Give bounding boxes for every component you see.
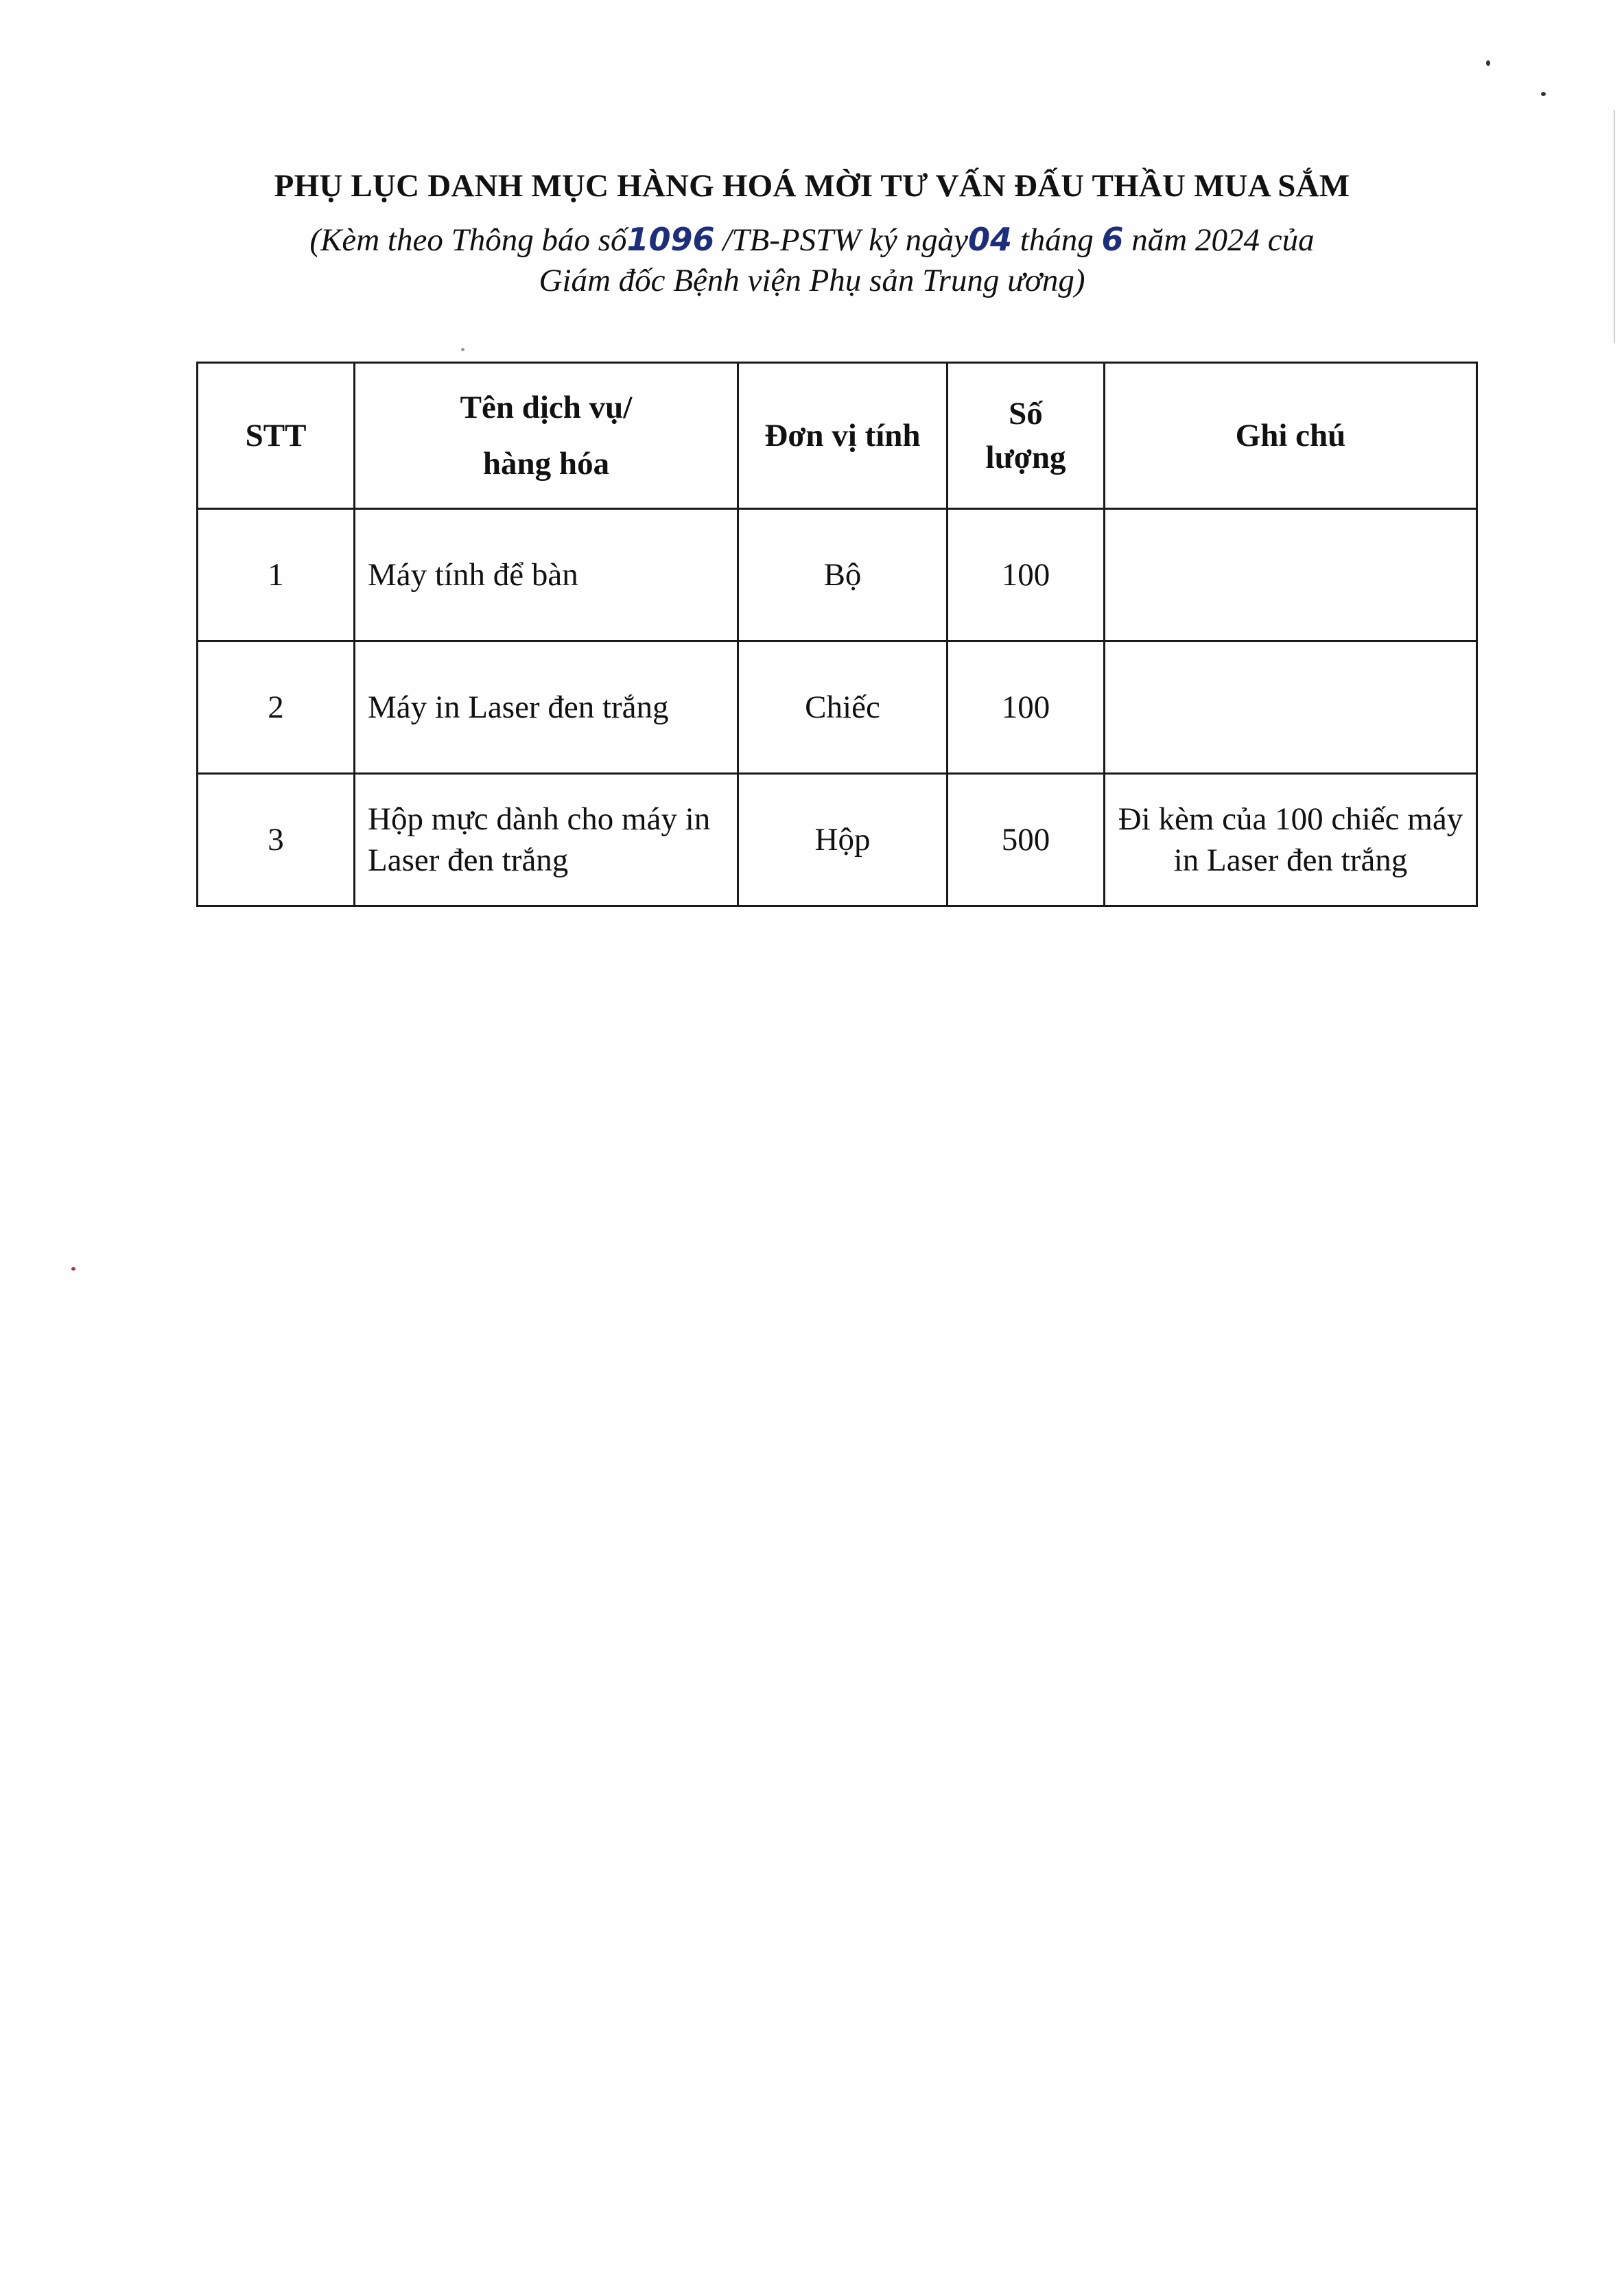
subtitle-doc-code: /TB-PSTW ký ngày bbox=[722, 222, 968, 258]
row-note: Đi kèm của 100 chiếc máy in Laser đen trắng bbox=[1105, 774, 1477, 906]
row-stt: 3 bbox=[198, 774, 355, 906]
row-quantity: 100 bbox=[948, 509, 1105, 641]
goods-table bbox=[196, 362, 1478, 907]
row-name: Hộp mực dành cho máy in Laser đen trắng bbox=[355, 774, 738, 906]
scan-speck bbox=[1541, 92, 1546, 96]
document-subtitle-line1 bbox=[0, 221, 1624, 259]
row-name: Máy tính để bàn bbox=[355, 509, 738, 641]
row-quantity: 500 bbox=[948, 774, 1105, 906]
document-subtitle-line2: Giám đốc Bệnh viện Phụ sản Trung ương) bbox=[539, 263, 1085, 298]
handwritten-day: 04 bbox=[967, 221, 1012, 258]
header-unit: Đơn vị tính bbox=[738, 363, 948, 509]
row-name: Máy in Laser đen trắng bbox=[355, 641, 738, 774]
scan-speck bbox=[461, 348, 464, 351]
row-unit: Bộ bbox=[738, 509, 948, 641]
handwritten-month: 6 bbox=[1101, 221, 1124, 258]
header-quantity bbox=[948, 363, 1105, 509]
table-header-row bbox=[198, 363, 1477, 509]
row-note bbox=[1105, 641, 1477, 774]
table-row bbox=[198, 641, 1477, 774]
row-unit: Hộp bbox=[738, 774, 948, 906]
table-row bbox=[198, 509, 1477, 641]
scan-speck bbox=[1486, 60, 1490, 66]
row-stt: 1 bbox=[198, 509, 355, 641]
row-note bbox=[1105, 509, 1477, 641]
table-row bbox=[198, 774, 1477, 906]
row-unit: Chiếc bbox=[738, 641, 948, 774]
header-service-name-line1: Tên dịch vụ/ bbox=[460, 390, 633, 425]
scan-speck bbox=[71, 1267, 75, 1271]
row-stt: 2 bbox=[198, 641, 355, 774]
subtitle-year-text: năm 2024 của bbox=[1131, 222, 1315, 258]
handwritten-doc-number: 1096 bbox=[626, 221, 715, 258]
header-service-name bbox=[355, 363, 738, 509]
header-note: Ghi chú bbox=[1105, 363, 1477, 509]
subtitle-prefix: (Kèm theo Thông báo số bbox=[309, 222, 627, 258]
subtitle-month-label: tháng bbox=[1020, 222, 1094, 258]
scan-edge-line bbox=[1614, 110, 1615, 343]
row-quantity: 100 bbox=[948, 641, 1105, 774]
document-title: PHỤ LỤC DANH MỤC HÀNG HOÁ MỜI TƯ VẤN ĐẤU THẦU MUA SẮM bbox=[274, 168, 1350, 204]
header-quantity-line2: lượng bbox=[985, 440, 1066, 475]
header-service-name-line2: hàng hóa bbox=[482, 446, 610, 482]
header-quantity-line1: Số bbox=[1009, 396, 1043, 432]
header-stt: STT bbox=[198, 363, 355, 509]
